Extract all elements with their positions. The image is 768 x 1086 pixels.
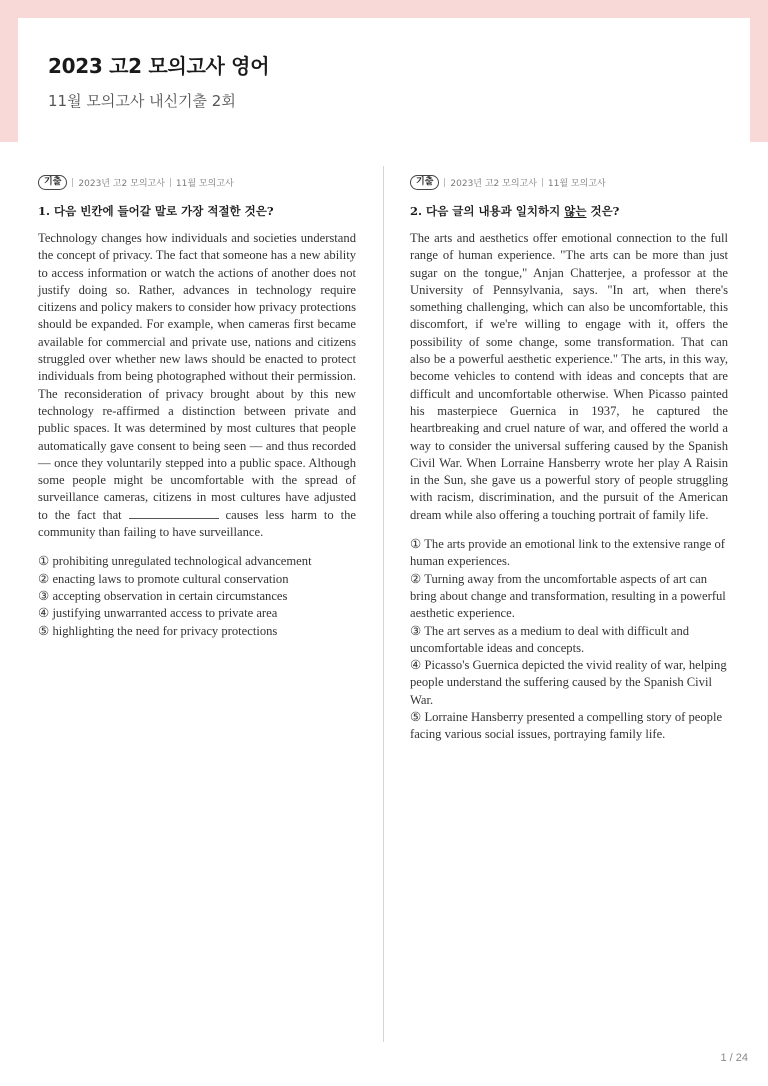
passage-text-after-blank: causes less harm to the community than failing to have surveillance. xyxy=(38,507,356,540)
tag-separator xyxy=(170,178,171,187)
choice-item[interactable]: ⑤ highlighting the need for privacy protections xyxy=(38,623,278,638)
prompt-underlined-word: 않는 xyxy=(564,204,587,218)
question-passage: The arts and aesthetics offer emotional connection to the full range of human experience. "The arts can be more than just sugar on the tongue," Anjan Chatterjee, a professor at the University of Pennsylvania, says. "In art, when there's something challenging, which can also be uncomfortable, this discomfort, if we're willing to engage with it, offers the possibility of some change, some transformation. That can also be a powerful aesthetic experience." The arts, in this way, become vehicles to contend with ideas and concepts that are difficult and uncomfortable otherwise. When Picasso painted his masterpiece Guernica in 1937, he captured the heartbreaking and cruel nature of war, and offered the world a way to consider the universal suffering caused by the Spanish Civil War. When Lorraine Hansberry wrote her play A Raisin in the Sun, she gave us a powerful story of people struggling with racism, discrimination, and the pursuit of the American dream while also offering a touching portrait of family life. xyxy=(410,231,728,522)
tag-separator xyxy=(542,178,543,187)
question-2 xyxy=(410,174,728,744)
tag-separator xyxy=(444,178,445,187)
choice-item[interactable]: ② enacting laws to promote cultural conservation xyxy=(38,571,289,586)
document-title: 2023 고2 모의고사 영어 xyxy=(48,54,270,78)
answer-blank xyxy=(129,508,219,519)
choice-item[interactable]: ⑤ Lorraine Hansberry presented a compelling story of people facing various social issues, portraying family life. xyxy=(410,710,723,742)
choice-item[interactable]: ③ The art serves as a medium to deal with difficult and uncomfortable ideas and concepts. xyxy=(410,623,690,655)
prompt-text: 2. 다음 글의 내용과 일치하지 xyxy=(410,204,565,218)
column-divider xyxy=(383,166,384,1042)
source-month: 11월 모의고사 xyxy=(547,178,606,189)
choice-item[interactable]: ③ accepting observation in certain circumstances xyxy=(38,588,288,603)
prompt-text-end: 것은? xyxy=(586,204,620,218)
header-card xyxy=(18,18,750,142)
passage-text: Technology changes how individuals and societies understand the concept of privacy. The fact that someone has a new ability to access information or watch the actions of another does not justify doing so. Rather, advances in technology require citizens and policy makers to consider how privacy protections should be expanded. For example, when cameras first became available for commercial and private use, nations and citizens struggled over whether new laws should be enacted to protect individuals from being photographed without their permission. The reconsideration of privacy brought about by this new technology re-affirmed a distinction between private and public spaces. It was determined by most cultures that people automatically gave consent to being seen — and thus recorded — once they voluntarily stepped into a public space. Although some people might be uncomfortable with the spread of surveillance cameras, citizens in most cultures have adjusted to the fact that xyxy=(38,231,356,522)
source-year: 2023년 고2 모의고사 xyxy=(78,178,165,189)
choice-item[interactable]: ④ Picasso's Guernica depicted the vivid reality of war, helping people understand the suffering caused by the Spanish Civil War. xyxy=(410,658,727,707)
answer-choices xyxy=(410,536,728,744)
choice-item[interactable]: ② Turning away from the uncomfortable aspects of art can bring about change and transformation, resulting in a powerful aesthetic experience. xyxy=(410,571,726,621)
source-year: 2023년 고2 모의고사 xyxy=(450,178,537,189)
choice-item[interactable]: ① prohibiting unregulated technological advancement xyxy=(38,554,312,569)
tag-separator xyxy=(72,178,73,187)
choice-item[interactable]: ④ justifying unwarranted access to private area xyxy=(38,606,278,621)
question-1 xyxy=(38,174,356,640)
question-tag-row xyxy=(410,174,728,190)
question-tag-row xyxy=(38,174,356,190)
source-month: 11월 모의고사 xyxy=(175,178,234,189)
answer-choices xyxy=(38,553,356,639)
question-passage xyxy=(38,230,356,541)
question-prompt: 1. 다음 빈칸에 들어갈 말로 가장 적절한 것은? xyxy=(38,204,274,218)
page-number: 1 / 24 xyxy=(720,1052,748,1064)
source-badge: 기출 xyxy=(410,175,439,190)
source-badge: 기출 xyxy=(38,175,67,190)
question-prompt xyxy=(410,203,728,219)
choice-item[interactable]: ① The arts provide an emotional link to the extensive range of human experiences. xyxy=(410,537,725,569)
document-subtitle: 11월 모의고사 내신기출 2회 xyxy=(48,92,236,110)
